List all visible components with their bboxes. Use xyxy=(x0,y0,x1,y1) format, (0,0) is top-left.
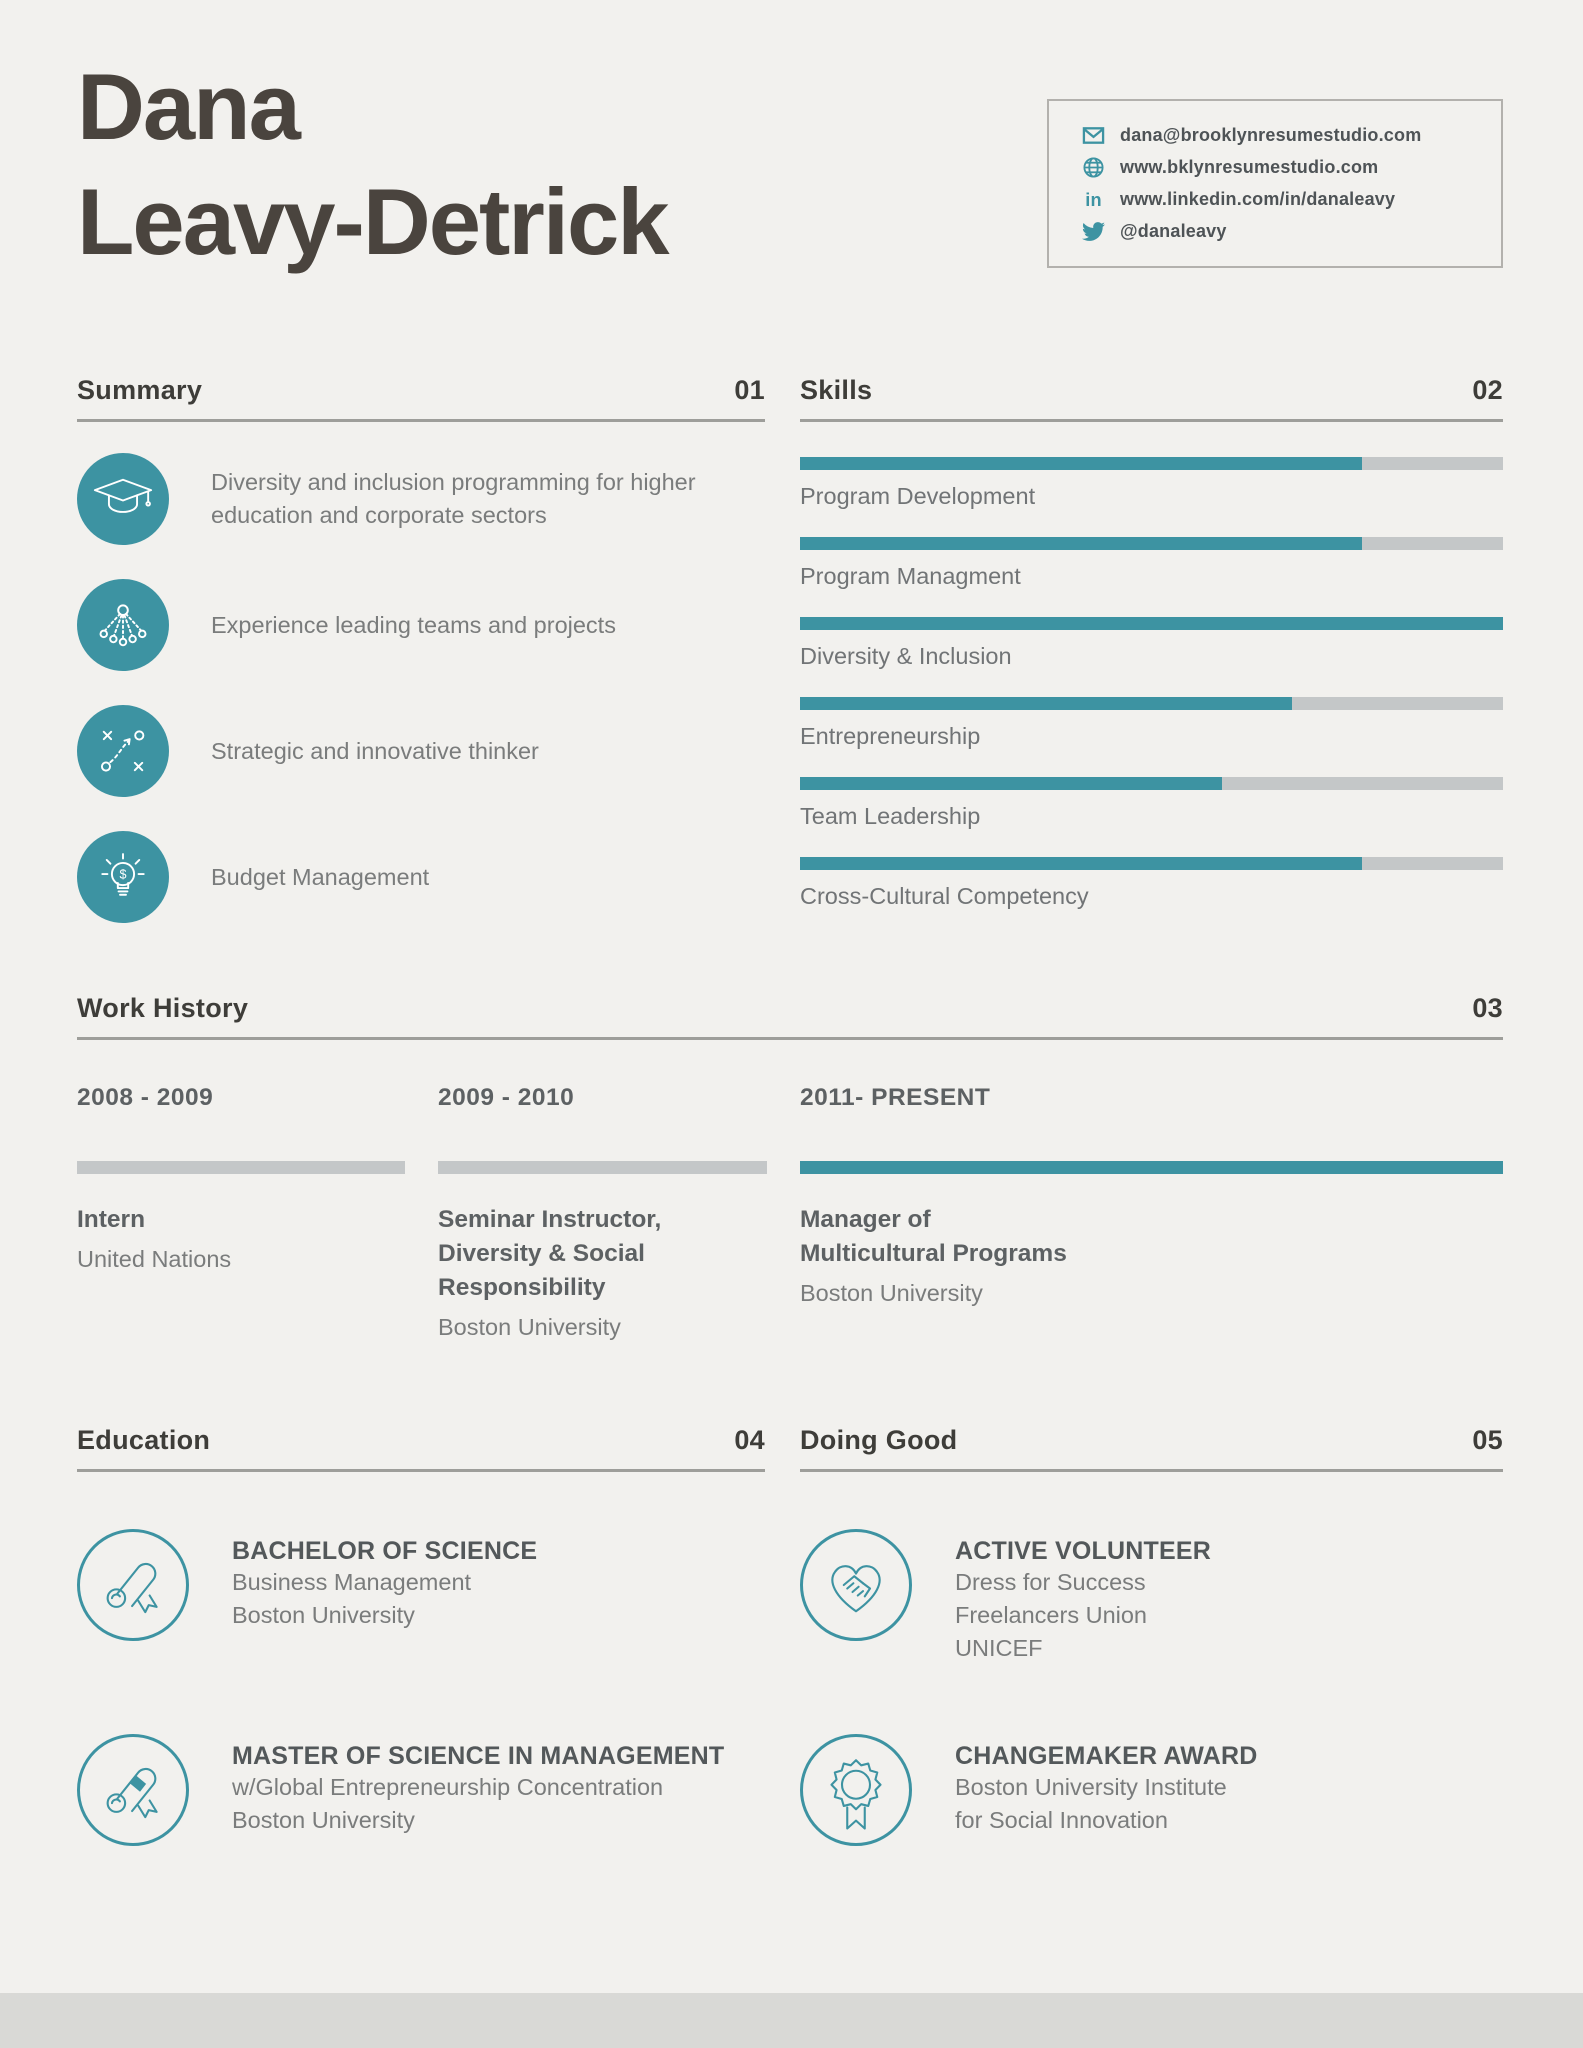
list-item xyxy=(77,1734,765,1879)
work-history-title: Work History xyxy=(77,993,249,1024)
skill-bar-fill xyxy=(800,857,1362,870)
work-timeline-bar xyxy=(77,1161,405,1174)
section-summary xyxy=(77,375,765,937)
work-history-section-header xyxy=(77,993,1503,1040)
education-title: Education xyxy=(77,1424,211,1455)
education-item-body xyxy=(232,1734,724,1838)
skill-bar-fill xyxy=(800,697,1292,710)
work-organization: Boston University xyxy=(800,1279,983,1306)
skill-bar-fill xyxy=(800,617,1503,630)
doing-good-item-line: UNICEF xyxy=(955,1635,1043,1662)
lightbulb-dollar-icon xyxy=(77,831,169,923)
skill-label: Diversity & Inclusion xyxy=(800,643,1012,670)
skills-list xyxy=(800,457,1503,910)
doing-good-title: Doing Good xyxy=(800,1424,958,1455)
section-skills xyxy=(800,375,1503,937)
skill-item xyxy=(800,457,1503,510)
work-timeline-bar xyxy=(438,1161,767,1174)
skill-label: Program Managment xyxy=(800,563,1021,590)
summary-title: Summary xyxy=(77,375,203,406)
section-work-history xyxy=(77,993,1503,1340)
diploma-ribbon-icon xyxy=(77,1734,189,1846)
award-ribbon-icon xyxy=(800,1734,912,1846)
skill-bar-track xyxy=(800,537,1503,550)
doing-good-item-body xyxy=(955,1529,1211,1666)
doing-good-item-line: Dress for Success xyxy=(955,1568,1146,1595)
skill-item xyxy=(800,617,1503,670)
list-item xyxy=(77,453,765,545)
doing-good-item-line: for Social Innovation xyxy=(955,1807,1168,1834)
doing-good-item-body xyxy=(955,1734,1257,1838)
skill-bar-track xyxy=(800,777,1503,790)
skills-section-header xyxy=(800,375,1503,422)
education-item-line: w/Global Entrepreneurship Concentration xyxy=(232,1773,664,1800)
education-section-header xyxy=(77,1425,765,1472)
skill-item xyxy=(800,777,1503,830)
work-history-grid xyxy=(77,1084,1503,1340)
education-item-line: Boston University xyxy=(232,1602,415,1629)
doing-good-item-heading: CHANGEMAKER AWARD xyxy=(955,1741,1258,1770)
diploma-icon xyxy=(77,1529,189,1641)
skill-label: Program Development xyxy=(800,483,1036,510)
name-line-2: Leavy-Detrick xyxy=(77,168,668,274)
summary-item-text: Budget Management xyxy=(211,863,430,890)
email-icon xyxy=(1082,124,1105,147)
skill-label: Team Leadership xyxy=(800,803,981,830)
skill-label: Cross-Cultural Competency xyxy=(800,883,1089,910)
page-bottom-edge xyxy=(0,1993,1583,2048)
header xyxy=(77,0,1503,279)
work-entry xyxy=(438,1084,767,1340)
education-item-heading: MASTER OF SCIENCE IN MANAGEMENT xyxy=(232,1741,725,1770)
graduation-cap-icon xyxy=(77,453,169,545)
skill-bar-track xyxy=(800,857,1503,870)
work-entry xyxy=(77,1084,405,1340)
skill-item xyxy=(800,697,1503,750)
handshake-heart-icon xyxy=(800,1529,912,1641)
skill-item xyxy=(800,857,1503,910)
list-item xyxy=(800,1734,1503,1879)
work-title: Intern xyxy=(77,1206,146,1234)
work-title: Manager of Multicultural Programs xyxy=(800,1206,1067,1268)
skill-bar-track xyxy=(800,697,1503,710)
contact-twitter-text: @danaleavy xyxy=(1120,221,1227,241)
skills-title: Skills xyxy=(800,375,873,406)
summary-section-header xyxy=(77,375,765,422)
education-list xyxy=(77,1529,765,1879)
linkedin-icon xyxy=(1082,188,1105,211)
work-entry xyxy=(800,1084,1503,1340)
list-item xyxy=(77,579,765,671)
list-item xyxy=(77,1529,765,1674)
education-item-body xyxy=(232,1529,537,1633)
svg-text:$: $ xyxy=(119,867,127,882)
work-organization: Boston University xyxy=(438,1313,621,1340)
skills-number: 02 xyxy=(1472,375,1503,406)
website-icon xyxy=(1082,156,1105,179)
contact-linkedin[interactable] xyxy=(1082,188,1485,211)
skill-bar-track xyxy=(800,457,1503,470)
work-dates: 2008 - 2009 xyxy=(77,1084,214,1112)
contact-twitter[interactable] xyxy=(1082,220,1485,243)
education-item-line: Boston University xyxy=(232,1807,415,1834)
work-timeline-bar-current xyxy=(800,1161,1503,1174)
svg-text:in: in xyxy=(1085,190,1102,211)
doing-good-number: 05 xyxy=(1472,1424,1503,1455)
twitter-icon xyxy=(1082,220,1105,243)
section-education xyxy=(77,1425,765,1879)
list-item xyxy=(800,1529,1503,1674)
section-doing-good xyxy=(800,1425,1503,1879)
contact-email[interactable] xyxy=(1082,124,1485,147)
doing-good-section-header xyxy=(800,1425,1503,1472)
summary-item-text: Strategic and innovative thinker xyxy=(211,737,539,764)
doing-good-item-line: Boston University Institute xyxy=(955,1773,1227,1800)
name-line-1: Dana xyxy=(77,54,299,159)
contact-website[interactable] xyxy=(1082,156,1485,179)
skill-bar-fill xyxy=(800,457,1362,470)
skill-label: Entrepreneurship xyxy=(800,723,981,750)
education-number: 04 xyxy=(734,1424,765,1455)
doing-good-item-heading: ACTIVE VOLUNTEER xyxy=(955,1536,1211,1565)
education-item-line: Business Management xyxy=(232,1568,472,1595)
skill-bar-fill xyxy=(800,537,1362,550)
list-item xyxy=(77,831,765,923)
doing-good-list xyxy=(800,1529,1503,1879)
work-dates: 2009 - 2010 xyxy=(438,1084,575,1112)
skill-item xyxy=(800,537,1503,590)
work-history-number: 03 xyxy=(1472,993,1503,1024)
contact-website-text: www.bklynresumestudio.com xyxy=(1120,157,1379,177)
summary-item-text: Experience leading teams and projects xyxy=(211,611,616,638)
skill-bar-track xyxy=(800,617,1503,630)
contact-linkedin-text: www.linkedin.com/in/danaleavy xyxy=(1120,189,1396,209)
education-item-heading: BACHELOR OF SCIENCE xyxy=(232,1536,538,1565)
strategy-icon xyxy=(77,705,169,797)
contact-email-text: dana@brooklynresumestudio.com xyxy=(1120,125,1422,145)
work-organization: United Nations xyxy=(77,1246,232,1273)
contact-card xyxy=(1047,99,1503,268)
work-title: Seminar Instructor, Diversity & Social Responsibility xyxy=(438,1206,662,1301)
summary-list xyxy=(77,453,765,923)
doing-good-item-line: Freelancers Union xyxy=(955,1602,1148,1629)
summary-item-text: Diversity and inclusion programming for higher education and corporate sectors xyxy=(211,468,696,529)
network-icon xyxy=(77,579,169,671)
summary-number: 01 xyxy=(734,375,765,406)
skill-bar-fill xyxy=(800,777,1222,790)
list-item xyxy=(77,705,765,797)
work-dates: 2011- PRESENT xyxy=(800,1084,991,1112)
